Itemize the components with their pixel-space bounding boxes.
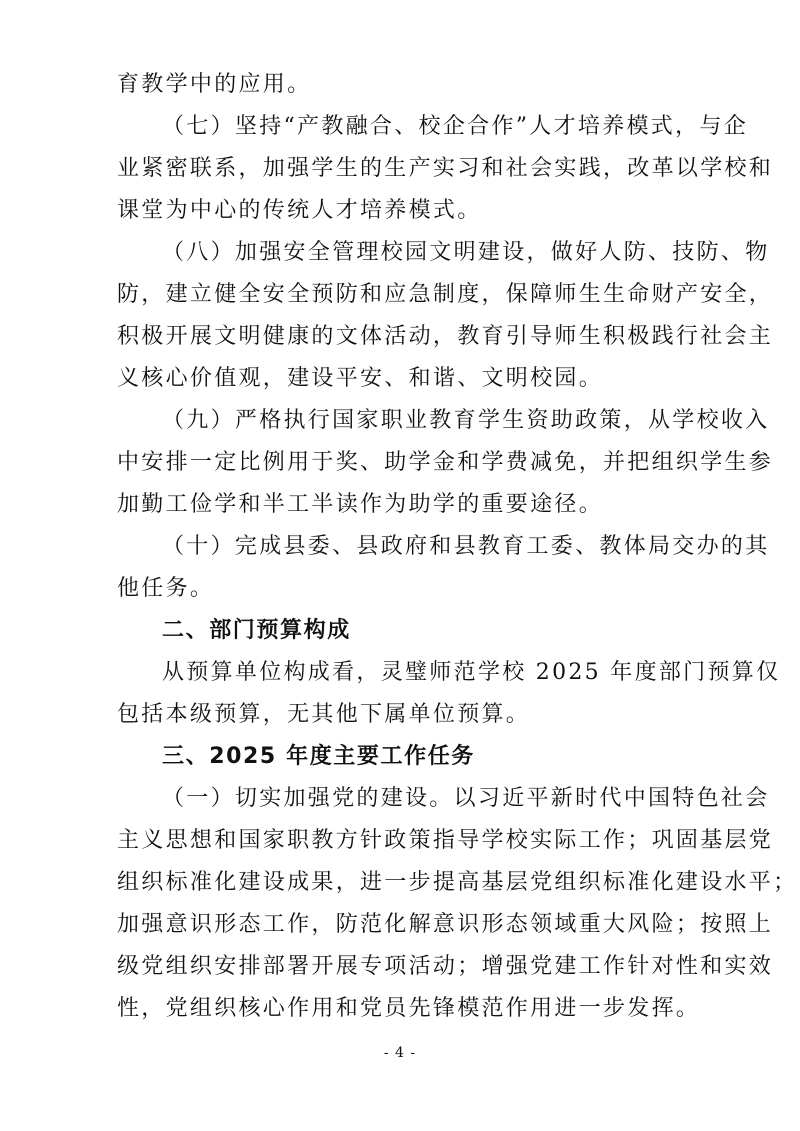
body-text-line: 业紧密联系，加强学生的生产实习和社会实践，改革以学校和 bbox=[117, 156, 774, 181]
body-text-line: 级党组织安排部署开展专项活动；增强党建工作针对性和实效 bbox=[117, 954, 774, 979]
body-text-line: 积极开展文明健康的文体活动，教育引导师生积极践行社会主 bbox=[117, 324, 774, 349]
body-text-line: 课堂为中心的传统人才培养模式。 bbox=[117, 198, 482, 223]
section-heading-budget-composition: 二、部门预算构成 bbox=[162, 618, 351, 643]
body-text-line: 中安排一定比例用于奖、助学金和学费减免，并把组织学生参 bbox=[117, 450, 774, 475]
body-text-line: 性，党组织核心作用和党员先锋模范作用进一步发挥。 bbox=[117, 996, 701, 1021]
paragraph-one-line: （一）切实加强党的建设。以习近平新时代中国特色社会 bbox=[162, 786, 770, 811]
body-text-line: 组织标准化建设成果，进一步提高基层党组织标准化建设水平； bbox=[117, 870, 798, 895]
body-text-line: 他任务。 bbox=[117, 576, 215, 601]
body-text-line: 育教学中的应用。 bbox=[117, 72, 312, 97]
paragraph-nine-line: （九）严格执行国家职业教育学生资助政策，从学校收入 bbox=[162, 408, 770, 433]
body-text-line: 从预算单位构成看，灵璧师范学校 2025 年度部门预算仅 bbox=[162, 660, 781, 685]
section-heading-main-tasks: 三、2025 年度主要工作任务 bbox=[162, 744, 475, 769]
body-text-line: 加勤工俭学和半工半读作为助学的重要途径。 bbox=[117, 492, 604, 517]
body-text-line: 义核心价值观，建设平安、和谐、文明校园。 bbox=[117, 366, 604, 391]
body-text-line: 主义思想和国家职教方针政策指导学校实际工作；巩固基层党 bbox=[117, 828, 774, 853]
body-text-line: 防，建立健全安全预防和应急制度，保障师生生命财产安全， bbox=[117, 282, 774, 307]
paragraph-ten-line: （十）完成县委、县政府和县教育工委、教体局交办的其 bbox=[162, 534, 770, 559]
body-text-line: 包括本级预算，无其他下属单位预算。 bbox=[117, 702, 531, 727]
body-text-line: 加强意识形态工作，防范化解意识形态领域重大风险；按照上 bbox=[117, 912, 774, 937]
page-number: - 4 - bbox=[383, 1045, 417, 1061]
paragraph-eight-line: （八）加强安全管理校园文明建设，做好人防、技防、物 bbox=[162, 240, 770, 265]
paragraph-seven-line: （七）坚持“产教融合、校企合作”人才培养模式，与企 bbox=[162, 114, 748, 139]
